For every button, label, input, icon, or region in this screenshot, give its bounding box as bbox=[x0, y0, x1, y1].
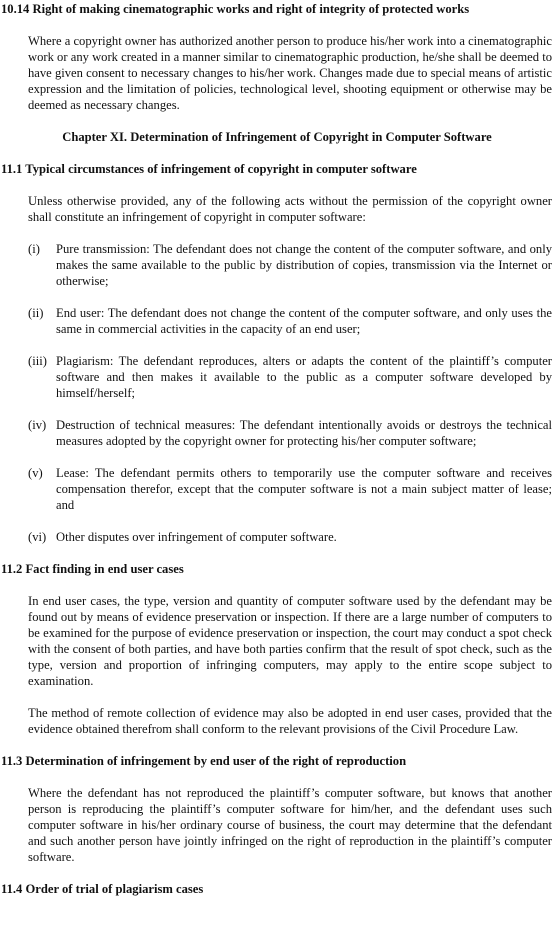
section-11-2-paragraph-1: In end user cases, the type, version and quantity of computer software used by the defendant may be found out by means of evidence preservation or inspection. If there are a large number of computers to be examined for the purpose of evidence preservation or inspection, the court may conduct a spot check with the consent of both parties, and have both parties confirm that the result of spot check, such as the type, version and proportion of infringing computers, may apply to the entire scope subject to examination. bbox=[28, 594, 552, 688]
list-item bbox=[0, 305, 554, 337]
list-item-text: Plagiarism: The defendant reproduces, alters or adapts the content of the plaintiff’s computer software and then makes it available to the public as a computer software developed by himself/herself; bbox=[56, 354, 552, 400]
list-item-text: Other disputes over infringement of computer software. bbox=[56, 530, 337, 544]
list-item-number: (vi) bbox=[28, 530, 47, 544]
list-item bbox=[0, 417, 554, 449]
section-10-14-paragraph: Where a copyright owner has authorized another person to produce his/her work into a cinematographic work or any work created in a manner similar to cinematographic production, he/she shall be deemed to have given consent to necessary changes to his/her work. Changes made due to special means of artistic expression and the limitation of policies, technological level, shooting equipment or otherwise may be deemed as necessary changes. bbox=[28, 34, 552, 112]
section-11-2-paragraph-2: The method of remote collection of evidence may also be adopted in end user cases, provided that the evidence obtained therefrom shall conform to the relevant provisions of the Civil Procedure Law. bbox=[28, 706, 552, 736]
list-item bbox=[0, 465, 554, 513]
section-11-3-paragraph: Where the defendant has not reproduced the plaintiff’s computer software, but knows that another person is reproducing the plaintiff’s computer software for him/her, and the defendant uses such computer software in his/her ordinary course of business, the court may determine that the defendant and such another person have jointly infringed on the right of reproduction in the plaintiff’s computer software. bbox=[28, 786, 552, 864]
section-heading-11-2: 11.2 Fact finding in end user cases bbox=[1, 562, 184, 576]
list-item-text: End user: The defendant does not change the content of the computer software, and only uses the same in commercial activities in the capacity of an end user; bbox=[56, 306, 552, 336]
list-item bbox=[0, 529, 554, 545]
section-heading-11-3: 11.3 Determination of infringement by end user of the right of reproduction bbox=[1, 754, 407, 768]
document-page bbox=[0, 1, 554, 897]
list-item bbox=[0, 353, 554, 401]
list-item-text: Lease: The defendant permits others to temporarily use the computer software and receives compensation therefor, except that the computer software is not a main subject matter of lease; and bbox=[56, 466, 552, 512]
list-item-number: (ii) bbox=[28, 306, 44, 320]
chapter-title: Chapter XI. Determination of Infringement of Copyright in Computer Software bbox=[62, 130, 492, 144]
section-heading-11-4: 11.4 Order of trial of plagiarism cases bbox=[1, 882, 204, 896]
list-item-number: (v) bbox=[28, 466, 43, 480]
list-item-text: Destruction of technical measures: The defendant intentionally avoids or destroys the technical measures adopted by the copyright owner for protecting his/her computer software; bbox=[56, 418, 552, 448]
list-item-text: Pure transmission: The defendant does not change the content of the computer software, and only makes the same available to the public by distribution of copies, transmission via the Internet or otherwise; bbox=[56, 242, 552, 288]
list-item-number: (iv) bbox=[28, 418, 47, 432]
list-item bbox=[0, 241, 554, 289]
section-11-1-intro: Unless otherwise provided, any of the following acts without the permission of the copyright owner shall constitute an infringement of copyright in computer software: bbox=[28, 194, 552, 224]
section-heading-11-1: 11.1 Typical circumstances of infringement of copyright in computer software bbox=[1, 162, 417, 176]
list-item-number: (iii) bbox=[28, 354, 47, 368]
list-item-number: (i) bbox=[28, 242, 40, 256]
section-heading-10-14: 10.14 Right of making cinematographic works and right of integrity of protected works bbox=[1, 2, 470, 16]
